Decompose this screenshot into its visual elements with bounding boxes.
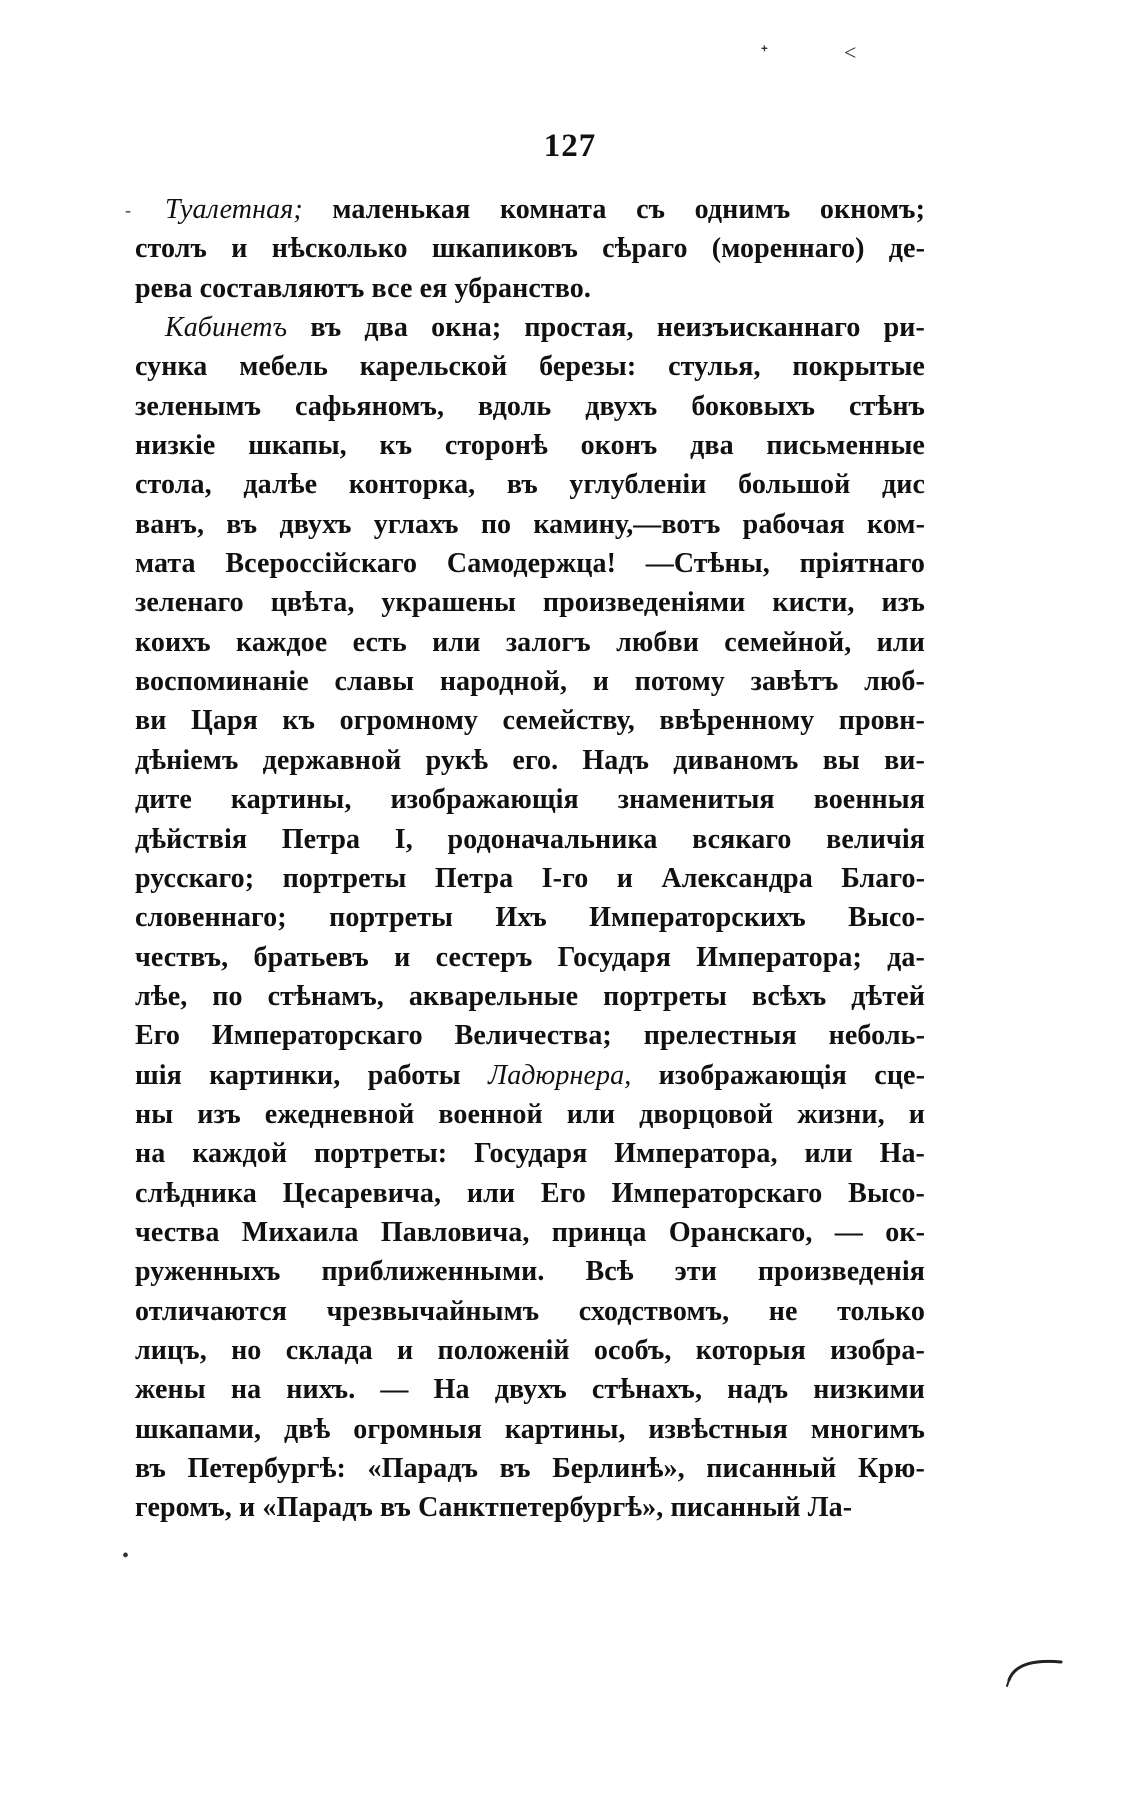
text-line: столъ и нѣсколько шкапиковъ сѣраго (мореннаго) де-	[135, 233, 926, 265]
text-line: отличаются чрезвычайнымъ сходствомъ, не только	[135, 1295, 925, 1327]
text-line: зеленаго цвѣта, украшены произведеніями кисти, изъ	[135, 587, 925, 619]
text-line: Кабинетъ въ два окна; простая, неизъисканнаго ри-	[165, 312, 925, 344]
text-line: сунка мебель карельской березы: стулья, покрытые	[135, 351, 925, 383]
text-line: ванъ, въ двухъ углахъ по камину,—вотъ рабочая ком-	[135, 508, 926, 540]
text-line: русскаго; портреты Петра I-го и Александра Благо-	[135, 862, 926, 894]
text-line: въ Петербургѣ: «Парадъ въ Берлинѣ», писанный Крю-	[135, 1453, 925, 1484]
print-speck: •	[122, 1545, 130, 1567]
text-line: воспоминаніе славы народной, и потому завѣтъ люб-	[135, 666, 925, 698]
body-text	[135, 190, 925, 1528]
text-line: низкіе шкапы, къ сторонѣ оконъ два письменные	[135, 430, 925, 462]
italic-term: Ладюрнера,	[488, 1059, 632, 1091]
text-line: ви Царя къ огромному семейству, ввѣренному провн-	[135, 705, 925, 737]
text-line: стола, далѣе конторка, въ углубленіи большой дис	[135, 469, 926, 501]
text-line: зеленымъ сафьяномъ, вдоль двухъ боковыхъ стѣнъ	[135, 390, 925, 422]
text-line: рева составляютъ все ея убранство.	[135, 272, 591, 304]
text-line: лѣе, по стѣнамъ, акварельные портреты всѣхъ дѣтей	[135, 980, 926, 1012]
pen-stroke-mark	[1005, 1650, 1065, 1690]
text-line: шія картинки, работы Ладюрнера, изображающія сце-	[135, 1059, 926, 1091]
text-line: Его Императорскаго Величества; прелестныя неболь-	[135, 1020, 926, 1052]
text-line: лицъ, но склада и положеній особъ, которыя изобра-	[135, 1334, 925, 1366]
text-line: шкапами, двѣ огромныя картины, извѣстныя многимъ	[135, 1413, 925, 1445]
text-line: жены на нихъ. — На двухъ стѣнахъ, надъ низкими	[135, 1374, 925, 1406]
text-line: геромъ, и «Парадъ въ Санктпетербургѣ», писанный Ла-	[135, 1492, 853, 1524]
text-line: дѣніемъ державной рукѣ его. Надъ диваномъ вы ви-	[135, 744, 925, 776]
print-speck: ᐩ	[760, 40, 769, 65]
text-line: словеннаго; портреты Ихъ Императорскихъ Высо-	[135, 902, 925, 934]
text-line: Туалетная; маленькая комната съ однимъ окномъ;	[165, 194, 926, 225]
text-line: чества Михаила Павловича, принца Оранскаго, — ок-	[135, 1216, 925, 1248]
italic-term: Туалетная;	[165, 194, 303, 225]
italic-term: Кабинетъ	[165, 312, 288, 344]
print-speck: -	[125, 200, 131, 220]
print-speck: ˂	[844, 40, 857, 65]
text-line: ны изъ ежедневной военной или дворцовой жизни, и	[135, 1098, 925, 1130]
text-line: коихъ каждое есть или залогъ любви семейной, или	[135, 626, 925, 658]
text-line: на каждой портреты: Государя Императора, или На-	[135, 1138, 925, 1170]
text-line: чествъ, братьевъ и сестеръ Государя Императора; да-	[135, 941, 925, 973]
text-line: руженныхъ приближенными. Всѣ эти произведенія	[135, 1256, 926, 1288]
text-line: слѣдника Цесаревича, или Его Императорскаго Высо-	[135, 1177, 925, 1209]
text-line: дѣйствія Петра I, родоначальника всякаго величія	[135, 823, 925, 855]
text-line: мата Всероссійскаго Самодержца! —Стѣны, пріятнаго	[135, 548, 926, 580]
page-number: 127	[543, 128, 597, 164]
text-line: дите картины, изображающія знаменитыя военныя	[135, 784, 926, 816]
